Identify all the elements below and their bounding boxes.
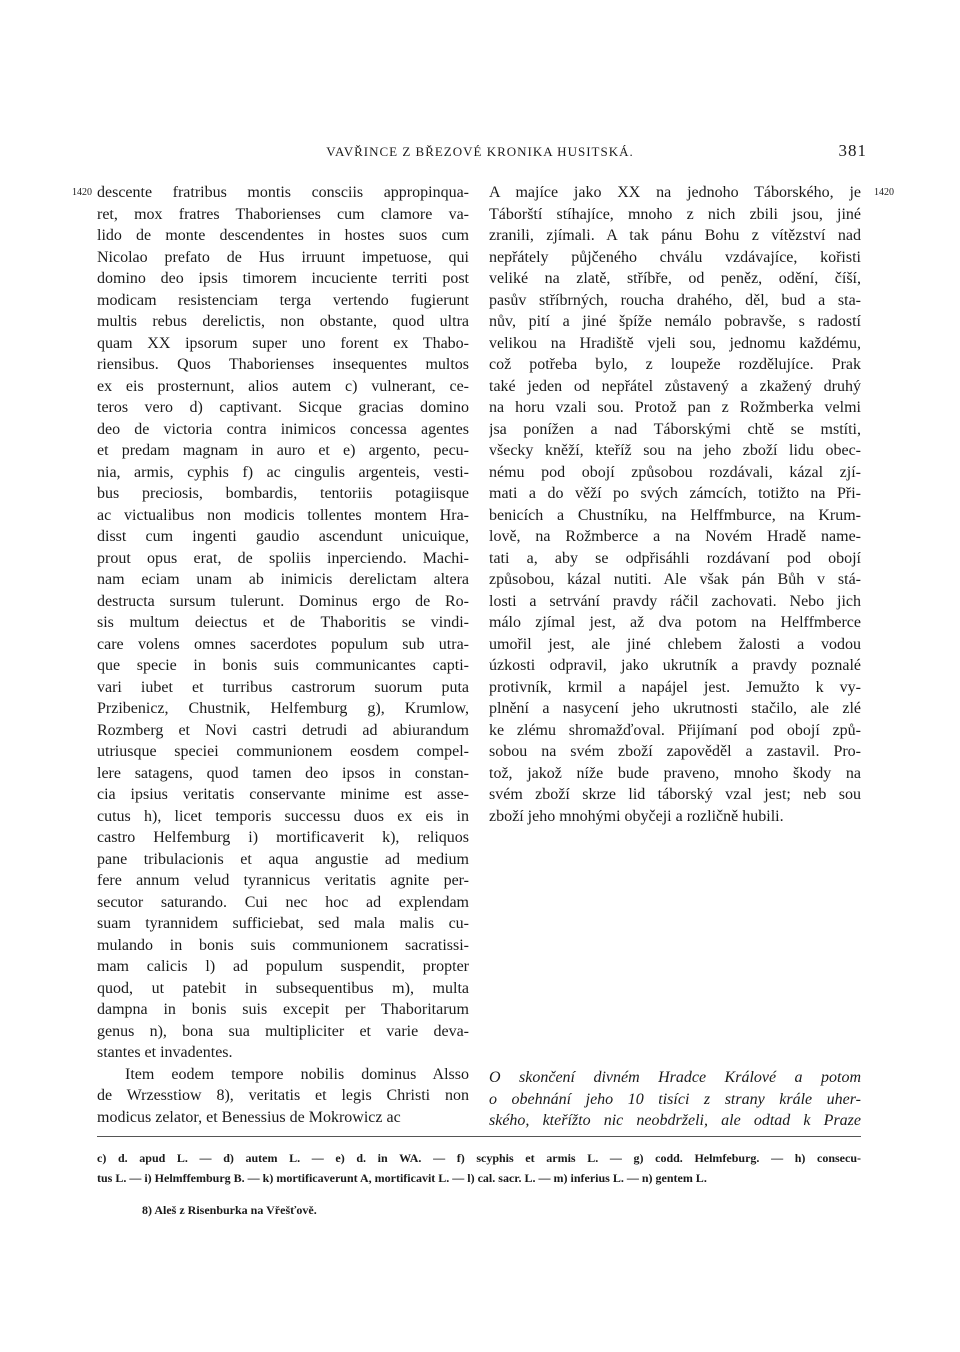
- latin-text-line: de Wrzesstiow 8), veritatis et legis Christi non: [97, 1087, 469, 1104]
- latin-text-line: descente fratribus montis consciis appropinqua-: [97, 184, 469, 201]
- czech-text-line: velikou na Hradiště vjeli sou, jednomu každému,: [489, 334, 861, 352]
- latin-text-line: ret, mox fratres Thaborienses cum clamore va-: [97, 205, 469, 223]
- latin-text-line: secutor saturando. Cui nec hoc ad explendam: [97, 893, 469, 911]
- section-heading-line: ského, kteřížto nic neobdrželi, ale odtad k Praze: [489, 1112, 861, 1129]
- footnote-line: 8) Aleš z Risenburka na Vřešťově.: [142, 1203, 317, 1217]
- margin-year-left: 1420: [72, 187, 92, 198]
- latin-text-line: prout opus erat, de spoliis inperciendo. Machi-: [97, 549, 469, 567]
- section-heading-line: o obehnání jeho 10 tisíci z strany krále uher-: [489, 1090, 861, 1108]
- running-title: VAVŘINCE Z BŘEZOVÉ KRONIKA HUSITSKÁ.: [326, 144, 634, 159]
- czech-text-line: umořil jest, ale jiné chlebem žalosti a vodou: [489, 635, 861, 653]
- czech-text-line: tati a, aby se odpřisáhli rozdávaní pod obojí: [489, 549, 861, 567]
- latin-text-line: quam XX ipsorum super uno forent ex Thabo-: [97, 334, 469, 352]
- czech-text-line: sobou na svém zboží zapověděl a zastavil. Pro-: [489, 743, 861, 760]
- footnotes: [97, 1148, 861, 1220]
- czech-text-line: pasův stříbrných, roucha drahého, děl, bud a sta-: [489, 291, 861, 309]
- czech-text-line: zranili, zjímali. A tak pánu Bohu z vítězství nad: [489, 227, 861, 244]
- czech-text-line: mati a do věží po svých zámcích, totižto na Při-: [489, 485, 861, 502]
- latin-column: [97, 182, 469, 1128]
- footnote-line: tus L. — i) Helmffemburg B. — k) mortificaverunt A, mortificavit L. — l) cal. sacr. L. — m) inferius L. — n) gentem L.: [97, 1171, 707, 1185]
- czech-text-line: tož, jakož níže bude praveno, mnoho škody na: [489, 764, 861, 782]
- latin-text-line: que specie in bonis suis communicantes capti-: [97, 657, 469, 674]
- czech-text-line: nův, pití a jiné špíže nemálo pobravše, s radostí: [489, 313, 861, 330]
- czech-text-line: zboží jeho mnohými obyčeji a rozličně hubili.: [489, 807, 784, 825]
- latin-text-line: mam calicis l) ad populum suspendit, propter: [97, 958, 469, 975]
- czech-text-line: ke zlému shromažďoval. Přijímaní pod obojí způ-: [489, 721, 861, 739]
- latin-text-line: lere satagens, quod tamen deo ipsos in constan-: [97, 764, 469, 782]
- latin-text-line: lido de monte descendentes in hostes suos cum: [97, 227, 469, 244]
- latin-text-line: cia ipsius veritatis conservante minime est asse-: [97, 786, 469, 803]
- czech-text-line: benicích a Chustníku, na Helffmburce, na Krum-: [489, 506, 861, 524]
- latin-text-line: utriusque speciei communionem eosdem compel-: [97, 743, 469, 760]
- latin-text-line: Nicolao prefato de Hus irruunt impetuose, qui: [97, 248, 469, 266]
- latin-text-line: quod, ut patebit in subsequentibus m), multa: [97, 979, 469, 997]
- latin-text-line: dampna in bonis suis excepit per Thaboritarum: [97, 1001, 469, 1018]
- section-heading: [489, 1067, 861, 1132]
- czech-text-line: všecky kněží, kteříž sou na jeho zboží lidu obec-: [489, 442, 861, 459]
- latin-text-line: ex eis prosternunt, alios autem c) vulnerant, ce-: [97, 377, 469, 395]
- latin-text-line: modicam resistenciam terga vertendo fugierunt: [97, 291, 469, 309]
- latin-text-line: mulando in bonis suis communionem sacratissi-: [97, 936, 469, 954]
- latin-text-line: genus n), bona sua multipliciter et varie deva-: [97, 1022, 469, 1040]
- czech-text-line: lově, na Rožmberce a na Novém Hradě name-: [489, 528, 861, 545]
- czech-text-line: plnění a nasycení jeho ukrutnosti stačilo, ale zlé: [489, 700, 861, 717]
- latin-text-line: Przibenicz, Chustnik, Helfemburg g), Krumlow,: [97, 700, 469, 717]
- latin-text-line: Rozmberg et Novi castri detrudi ad abiurandum: [97, 721, 469, 739]
- latin-text-line: nia, armis, cyphis f) ac cingulis argenteis, vesti-: [97, 463, 469, 481]
- czech-text-line: nepřátely půjčeného chválu vzdávajíce, kořisti: [489, 248, 861, 266]
- latin-text-line: teros vero d) captivant. Sicque gracias domino: [97, 399, 469, 416]
- latin-text-line: multis rebus derelictis, non obstante, quod ultra: [97, 313, 469, 330]
- latin-text-line: suam tyrannidem sufficiebat, sed mala malis cu-: [97, 915, 469, 932]
- margin-year-right: 1420: [874, 187, 894, 198]
- czech-text-line: jsa ponížen a nad Táborskými chtě se mstíti,: [489, 420, 861, 438]
- footnote-divider: [97, 1136, 861, 1137]
- czech-text-line: což potřeba bylo, z loupeže rozdělujíce. Prak: [489, 356, 861, 373]
- section-heading-line: O skončení divném Hradce Králové a potom: [489, 1069, 861, 1086]
- czech-text-line: málo zjímal jest, až dva potom na Helffmberce: [489, 614, 861, 631]
- latin-text-line: modicus zelator, et Benessius de Mokrowicz ac: [97, 1108, 401, 1126]
- czech-text-line: nému pod obojí způsobou rozdávali, kázal zjí-: [489, 463, 861, 481]
- latin-text-line: Item eodem tempore nobilis dominus Alsso: [125, 1065, 469, 1083]
- czech-text-line: veliké na zlatě, stříbře, od peněz, odění, číší,: [489, 270, 861, 287]
- czech-text-line: protivník, krmil a napájel jest. Jemužto k vy-: [489, 678, 861, 696]
- latin-text-line: stantes et invadentes.: [97, 1044, 233, 1061]
- czech-text-line: losti a setrvání pravdy ráčil zachovati. Nebo jich: [489, 592, 861, 610]
- czech-text-line: na horu vzali sou. Protož pan z Rožmberka velmi: [489, 399, 861, 416]
- latin-text-line: pane tribulacionis et aqua angustie ad medium: [97, 850, 469, 868]
- latin-text-line: cutus h), licet temporis successu duos ex eis in: [97, 807, 469, 825]
- latin-text-line: bus preciosis, bombardis, tentoriis potagiisque: [97, 485, 469, 502]
- latin-text-line: ac victualibus non modicis tollentes montem Hra-: [97, 506, 469, 524]
- latin-text-line: vari iubet et turribus castrorum suorum puta: [97, 678, 469, 696]
- latin-text-line: nam eciam unam ab inimicis derelictam altera: [97, 571, 469, 588]
- latin-text-line: fere annum velud tyrannicus veritatis agnite per-: [97, 872, 469, 889]
- latin-text-line: castro Helfemburg i) mortificaverit k), reliquos: [97, 829, 469, 846]
- latin-text-line: deo de victoria contra inimicos concessa agentes: [97, 420, 469, 438]
- czech-text-line: úzkosti odpravil, jako ukrutník a pravdy poznalé: [489, 657, 861, 674]
- czech-text-line: Táborští stíhajíce, mnoho z nich zbili jsou, jiné: [489, 205, 861, 223]
- czech-text-line: také jeden od nepřátel zůstavený a zkažený druhý: [489, 377, 861, 395]
- page-header: [0, 141, 960, 165]
- page-number: 381: [838, 141, 867, 160]
- footnote-line: c) d. apud L. — d) autem L. — e) d. in WA. — f) scyphis et armis L. — g) codd. Helmfeburg. — h) consecu-: [97, 1151, 861, 1165]
- latin-text-line: riensibus. Quos Thaborienses insequentes multos: [97, 356, 469, 373]
- latin-text-line: domino deo ipsis timorem incuciente territi post: [97, 270, 469, 287]
- latin-text-line: care volens omnes sacerdotes populum sub utra-: [97, 635, 469, 653]
- latin-text-line: disst cum ingenti gaudio ascendunt unicuique,: [97, 528, 469, 545]
- czech-text-line: způsobou, kázal nutiti. Ale však pán Bůh v stá-: [489, 571, 861, 588]
- latin-text-line: sis multum deiectus et de Thaboritis se vindi-: [97, 614, 469, 631]
- czech-text-line: svém zboží skrze lid táborský vzal jest; neb sou: [489, 786, 861, 803]
- latin-text-line: destructa sursum tulerunt. Dominus ergo de Ro-: [97, 592, 469, 610]
- latin-text-line: et predam magnam in auro et e) argento, pecu-: [97, 442, 469, 459]
- czech-column: [489, 182, 861, 827]
- czech-text-line: A majíce jako XX na jednoho Táborského, je: [489, 184, 861, 201]
